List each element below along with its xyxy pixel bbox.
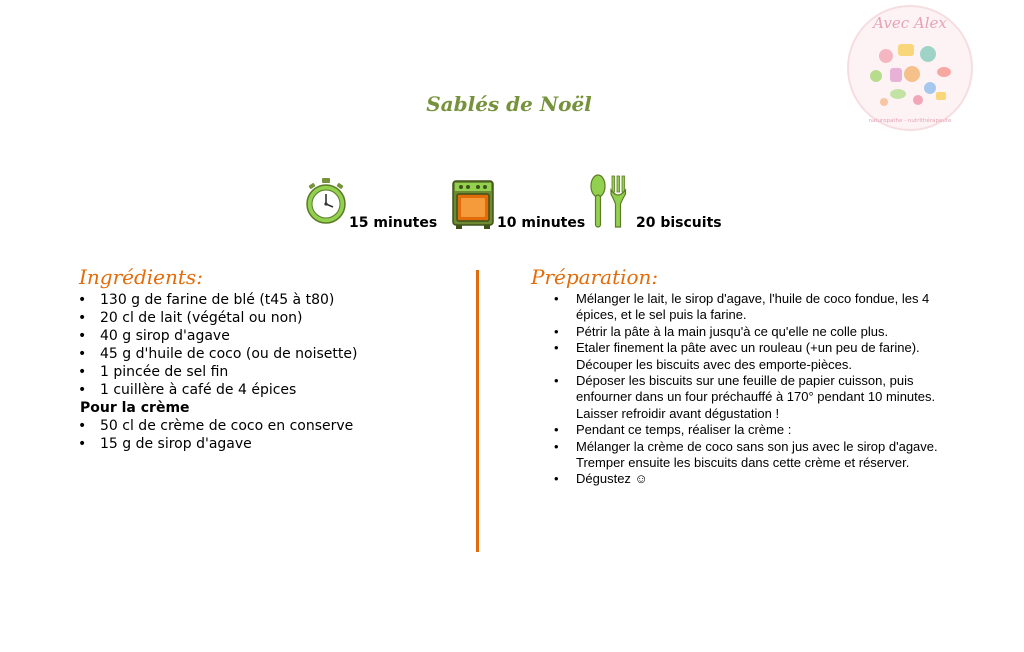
list-item: • Pétrir la pâte à la main jusqu'à ce qu'elle ne colle plus. xyxy=(576,324,948,340)
list-item: • Pendant ce temps, réaliser la crème : xyxy=(576,422,948,438)
cream-heading: Pour la crème xyxy=(80,400,190,416)
cream-ingredients-list xyxy=(100,417,353,453)
list-item: • Mélanger la crème de coco sans son jus avec le sirop d'agave. Tremper ensuite les biscuits dans cette crème et réserver. xyxy=(576,439,948,472)
recipe-title: Sablés de Noël xyxy=(426,92,592,116)
logo-tagline: naturopathe - nutrithérapeute xyxy=(868,118,952,124)
oven-icon xyxy=(452,180,494,230)
list-item: • Déposer les biscuits sur une feuille de papier cuisson, puis enfourner dans un four préchauffé à 170° pendant 10 minutes. Laisser refroidir avant dégustation ! xyxy=(576,373,948,422)
cook-time: 10 minutes xyxy=(497,215,586,231)
preparation-heading: Préparation: xyxy=(531,265,659,289)
ingredients-heading: Ingrédients: xyxy=(79,265,203,289)
list-item: • Mélanger le lait, le sirop d'agave, l'huile de coco fondue, les 4 épices, et le sel puis la farine. xyxy=(576,291,948,324)
list-item: • 45 g d'huile de coco (ou de noisette) xyxy=(100,345,357,363)
list-item: • Etaler finement la pâte avec un rouleau (+un peu de farine). Découper les biscuits avec des emporte-pièces. xyxy=(576,340,948,373)
list-item: • Dégustez ☺ xyxy=(576,471,948,487)
list-item: • 130 g de farine de blé (t45 à t80) xyxy=(100,291,357,309)
logo-text: Avec Alex xyxy=(873,14,947,32)
list-item: • 15 g de sirop d'agave xyxy=(100,435,353,453)
list-item: • 20 cl de lait (végétal ou non) xyxy=(100,309,357,327)
stopwatch-icon xyxy=(304,176,348,228)
list-item: • 50 cl de crème de coco en conserve xyxy=(100,417,353,435)
ingredients-list xyxy=(100,291,357,399)
list-item: • 1 pincée de sel fin xyxy=(100,363,357,381)
column-divider xyxy=(476,270,479,552)
spoon-fork-icon xyxy=(586,174,632,230)
list-item: • 40 g sirop d'agave xyxy=(100,327,357,345)
prep-time: 15 minutes xyxy=(349,215,438,231)
servings: 20 biscuits xyxy=(636,215,722,231)
list-item: • 1 cuillère à café de 4 épices xyxy=(100,381,357,399)
preparation-steps xyxy=(576,291,948,488)
recipe-info xyxy=(0,174,1024,236)
